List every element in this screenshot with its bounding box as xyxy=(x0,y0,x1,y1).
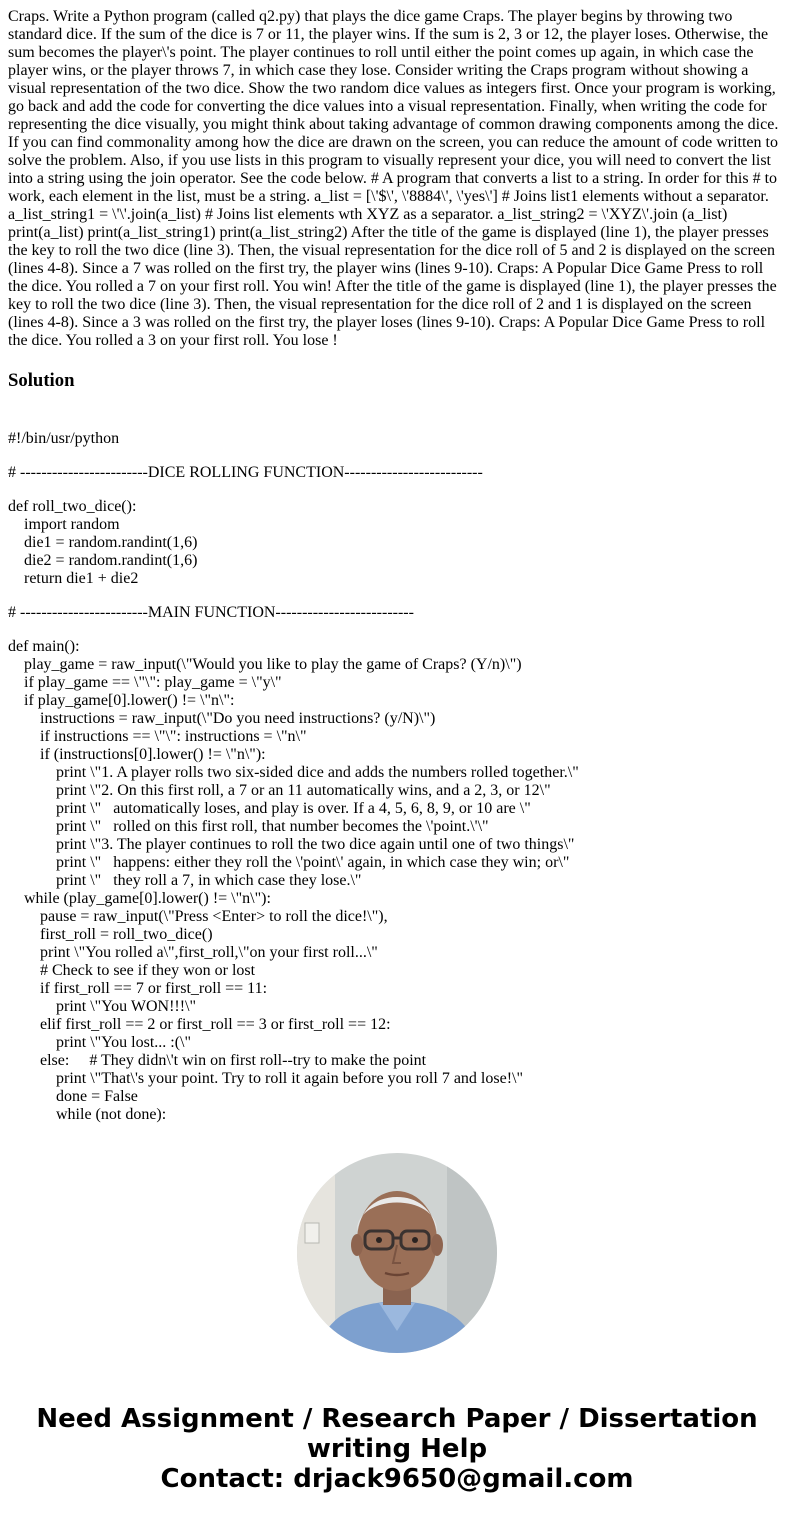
code-line: pause = raw_input(\"Press <Enter> to roll the dice!\"), xyxy=(8,908,388,925)
code-line: done = False xyxy=(8,1088,138,1105)
code-line xyxy=(8,622,786,638)
footer-line-1: Need Assignment / Research Paper / Dissertation xyxy=(36,1404,758,1434)
code-line: play_game = raw_input(\"Would you like to play the game of Craps? (Y/n)\") xyxy=(8,656,522,673)
code-line: while (not done): xyxy=(8,1106,167,1123)
code-line: print \" rolled on this first roll, that number becomes the \'point.\'\" xyxy=(8,818,489,835)
code-line: print \" automatically loses, and play is over. If a 4, 5, 6, 8, 9, or 10 are \" xyxy=(8,800,531,817)
code-line xyxy=(8,588,786,604)
code-line: print \"1. A player rolls two six-sided dice and adds the numbers rolled together.\" xyxy=(8,764,579,781)
code-line: print \" they roll a 7, in which case they lose.\" xyxy=(8,872,362,889)
avatar xyxy=(297,1153,497,1353)
code-line xyxy=(8,448,786,464)
code-line: import random xyxy=(8,516,120,533)
contact-footer xyxy=(0,1404,794,1494)
solution-heading: Solution xyxy=(8,370,75,391)
solution-code xyxy=(8,430,786,1124)
code-line: print \"You rolled a\",first_roll,\"on your first roll...\" xyxy=(8,944,378,961)
code-line: print \" happens: either they roll the \'point\' again, in which case they win; or\" xyxy=(8,854,570,871)
code-line: if instructions == \"\": instructions = \"n\" xyxy=(8,728,307,745)
code-line: print \"That\'s your point. Try to roll it again before you roll 7 and lose!\" xyxy=(8,1070,523,1087)
footer-line-2: writing Help xyxy=(306,1434,488,1464)
code-line: first_roll = roll_two_dice() xyxy=(8,926,213,943)
code-line: instructions = raw_input(\"Do you need instructions? (y/N)\") xyxy=(8,710,436,727)
code-line: return die1 + die2 xyxy=(8,570,139,587)
code-line: print \"2. On this first roll, a 7 or an 11 automatically wins, and a 2, 3, or 12\" xyxy=(8,782,551,799)
code-line: def roll_two_dice(): xyxy=(8,498,137,515)
code-line: print \"3. The player continues to roll the two dice again until one of two things\" xyxy=(8,836,575,853)
code-line: elif first_roll == 2 or first_roll == 3 or first_roll == 12: xyxy=(8,1016,391,1033)
code-line: else: # They didn\'t win on first roll--try to make the point xyxy=(8,1052,427,1069)
code-line: if (instructions[0].lower() != \"n\"): xyxy=(8,746,266,763)
code-line: # Check to see if they won or lost xyxy=(8,962,256,979)
code-line: # ------------------------MAIN FUNCTION-------------------------- xyxy=(8,604,414,621)
code-line xyxy=(8,482,786,498)
code-line: die2 = random.randint(1,6) xyxy=(8,552,198,569)
code-line: def main(): xyxy=(8,638,80,655)
footer-contact-line: Contact: drjack9650@gmail.com xyxy=(160,1464,634,1494)
code-line: if play_game[0].lower() != \"n\": xyxy=(8,692,235,709)
code-line: # ------------------------DICE ROLLING FUNCTION-------------------------- xyxy=(8,464,483,481)
code-line: if play_game == \"\": play_game = \"y\" xyxy=(8,674,282,691)
code-line: die1 = random.randint(1,6) xyxy=(8,534,198,551)
code-line: print \"You lost... :(\" xyxy=(8,1034,192,1051)
code-line: while (play_game[0].lower() != \"n\"): xyxy=(8,890,271,907)
question-text: Craps. Write a Python program (called q2.py) that plays the dice game Craps. The player begins by throwing two standard dice. If the sum of the dice is 7 or 11, the player wins. If the sum is 2, 3 or 12, the player loses. Otherwise, the sum becomes the player\'s point. The player continues to roll until either the point comes up again, in which case the player wins, or the player throws 7, in which case they lose. Consider writing the Craps program without showing a visual representation of the two dice. Show the two random dice values as integers first. Once your program is working, go back and add the code for converting the dice values into a visual representation. Finally, when writing the code for representing the dice visually, you might think about taking advantage of common drawing components among the dice. If you can find commonality among how the dice are drawn on the screen, you can reduce the amount of code written to solve the problem. Also, if you use lists in this program to visually represent your dice, you will need to convert the list into a string using the join operator. See the code below. # A program that converts a list to a string. In order for this # to work, each element in the list, must be a string. a_list = [\'$\', \'8884\', \'yes\'] # Joins list1 elements without a separator. a_list_string1 = \'\'.join(a_list) # Joins list elements wth XYZ as a separator. a_list_string2 = \'XYZ\'.join (a_list) print(a_list) print(a_list_string1) print(a_list_string2) After the title of the game is displayed (line 1), the player presses the key to roll the two dice (line 3). Then, the visual representation for the dice roll of 5 and 2 is displayed on the screen (lines 4-8). Since a 7 was rolled on the first try, the player wins (lines 9-10). Craps: A Popular Dice Game Press to roll the dice. You rolled a 7 on your first roll. You win! After the title of the game is displayed (line 1), the player presses the key to roll the two dice (line 3). Then, the visual representation for the dice roll of 2 and 1 is displayed on the screen (lines 4-8). Since a 3 was rolled on the first try, the player loses (lines 9-10). Craps: A Popular Dice Game Press to roll the dice. You rolled a 3 on your first roll. You lose ! xyxy=(8,8,779,349)
code-line: if first_roll == 7 or first_roll == 11: xyxy=(8,980,268,997)
person-portrait-icon xyxy=(297,1153,497,1353)
code-line: #!/bin/usr/python xyxy=(8,430,120,447)
code-line: print \"You WON!!!\" xyxy=(8,998,197,1015)
